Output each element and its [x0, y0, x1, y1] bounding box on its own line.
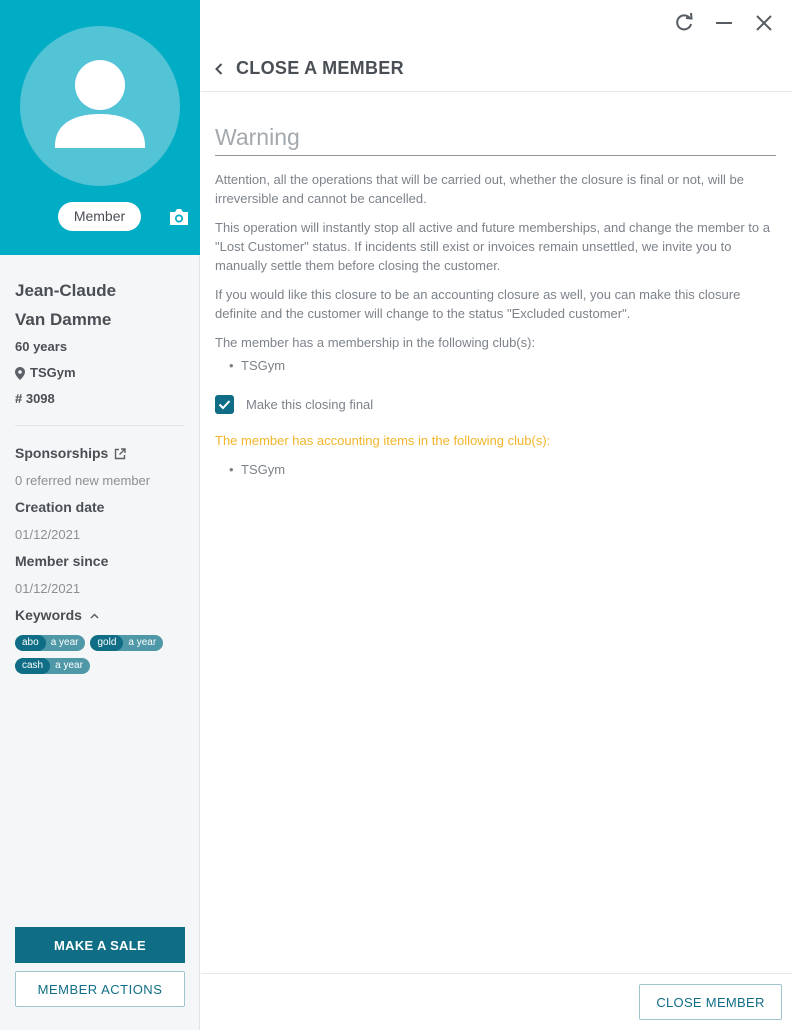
keyword-tag: gold	[90, 635, 123, 651]
list-item: • TSGym	[215, 460, 776, 479]
member-club	[15, 360, 187, 386]
warning-heading: Warning	[215, 122, 776, 156]
page-title: CLOSE A MEMBER	[236, 58, 404, 78]
accounting-club-list	[215, 460, 776, 479]
make-sale-button[interactable]: MAKE A SALE	[15, 927, 185, 963]
accounting-warning: The member has accounting items in the following club(s):	[215, 433, 551, 448]
member-details	[15, 440, 190, 629]
sidebar-divider	[15, 425, 184, 426]
sponsorships-value: 0 referred new member	[15, 473, 151, 488]
member-actions-button[interactable]: MEMBER ACTIONS	[15, 971, 185, 1007]
membership-intro: The member has a membership in the following club(s):	[215, 335, 536, 350]
sponsorships-label: Sponsorships	[15, 445, 109, 461]
chevron-left-icon[interactable]	[214, 62, 224, 76]
creation-date-label: Creation date	[15, 499, 105, 515]
refresh-icon[interactable]	[673, 12, 695, 34]
member-header	[0, 0, 200, 255]
member-number: # 3098	[15, 391, 55, 406]
close-member-button[interactable]: CLOSE MEMBER	[639, 984, 782, 1020]
membership-club-list	[215, 356, 776, 375]
warning-paragraph: This operation will instantly stop all active and future memberships, and change the member to a "Lost Customer" status. If incidents still exist or invoices remain unsettled, we invite you to manually settle them before closing the customer.	[215, 220, 770, 273]
external-link-icon	[114, 448, 126, 460]
check-icon	[218, 398, 231, 411]
member-since-value: 01/12/2021	[15, 581, 81, 596]
final-closing-checkbox[interactable]	[215, 395, 234, 414]
member-age: 60 years	[15, 339, 68, 354]
minimize-icon[interactable]	[713, 12, 735, 34]
member-profile	[15, 276, 187, 412]
keyword-tag: abo	[15, 635, 46, 651]
keywords-label: Keywords	[15, 607, 82, 623]
chevron-up-icon	[90, 613, 99, 619]
member-last-name: Van Damme	[15, 310, 112, 329]
member-since-label: Member since	[15, 553, 109, 569]
warning-paragraph: Attention, all the operations that will be carried out, whether the closure is final or not, will be irreversible and cannot be cancelled.	[215, 172, 744, 206]
keywords-toggle[interactable]	[15, 602, 190, 629]
close-member-panel	[201, 0, 792, 1030]
member-club-name: TSGym	[30, 365, 76, 380]
keyword-chip	[90, 635, 163, 651]
close-member-form	[215, 122, 776, 479]
creation-date-value: 01/12/2021	[15, 527, 81, 542]
keyword-chips	[15, 635, 195, 674]
sponsorships-link[interactable]	[15, 440, 190, 467]
camera-icon[interactable]	[168, 208, 190, 226]
avatar[interactable]	[20, 26, 180, 186]
final-closing-label: Make this closing final	[246, 397, 374, 412]
keyword-chip	[15, 658, 90, 674]
user-icon	[20, 26, 180, 186]
keyword-tag: cash	[15, 658, 50, 674]
list-item: • TSGym	[215, 356, 776, 375]
location-pin-icon	[15, 367, 25, 380]
member-sidebar	[0, 0, 200, 1030]
member-first-name: Jean-Claude	[15, 281, 117, 300]
page-header	[201, 52, 792, 92]
keyword-duration: a year	[55, 660, 83, 671]
close-icon[interactable]	[753, 12, 775, 34]
keyword-duration: a year	[50, 637, 79, 648]
page-footer	[201, 973, 792, 1030]
final-closing-checkbox-row[interactable]	[215, 395, 776, 414]
warning-paragraph: If you would like this closure to be an accounting closure as well, you can make this closure definite and the customer will change to the status "Excluded customer".	[215, 287, 741, 321]
status-badge: Member	[58, 202, 141, 231]
keyword-duration: a year	[128, 637, 157, 648]
keyword-chip	[15, 635, 85, 651]
